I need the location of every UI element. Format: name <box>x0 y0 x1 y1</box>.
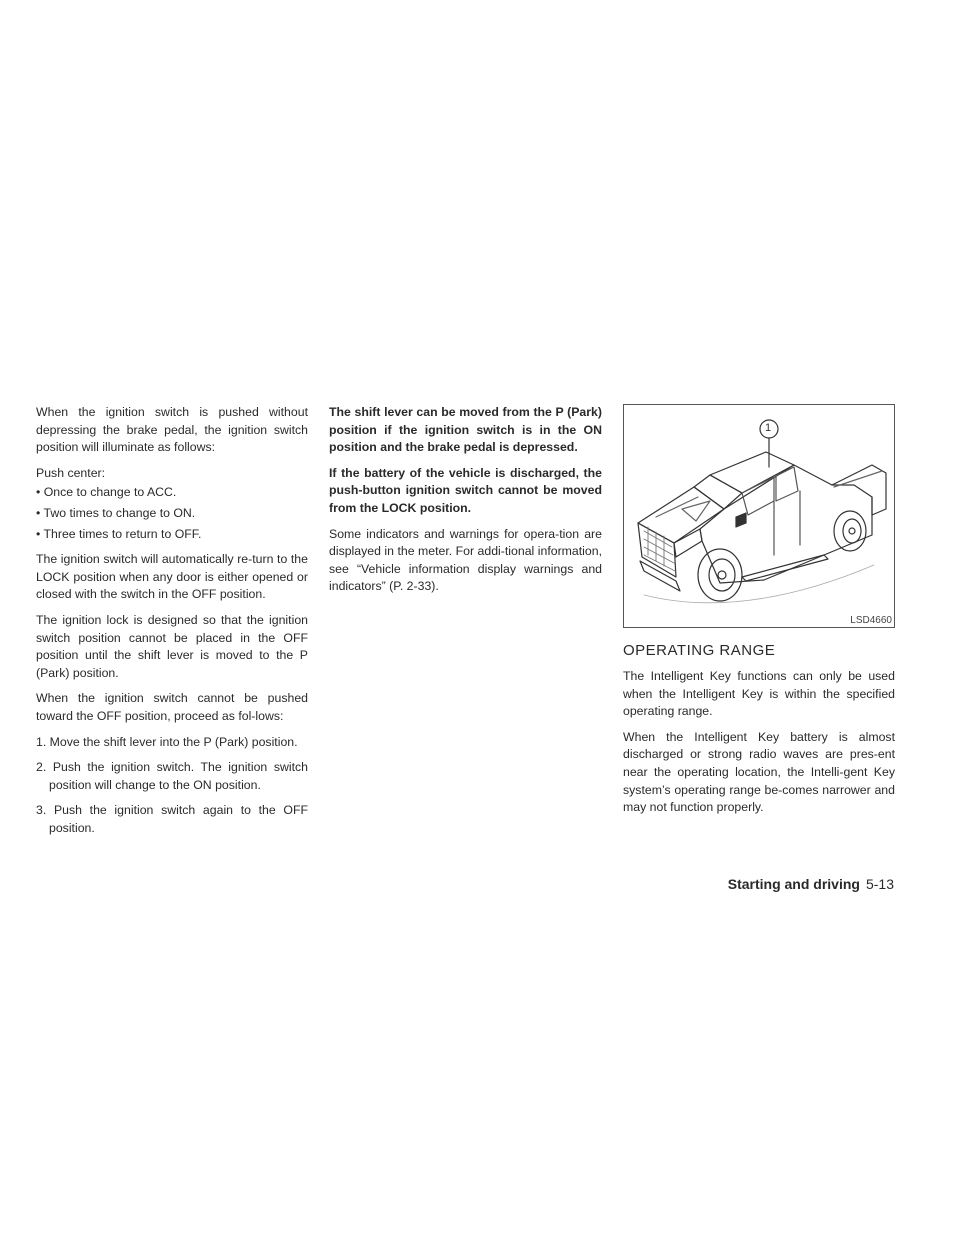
page-number: 5-13 <box>865 876 894 892</box>
push-center-list <box>36 484 308 543</box>
shift-lever-warning: The shift lever can be moved from the P (Park) position if the ignition switch is in the ON position and the brake pedal is depressed. <box>329 405 602 455</box>
pickup-truck-illustration <box>624 405 894 627</box>
indicators-paragraph: Some indicators and warnings for opera-tion are displayed in the meter. For addi-tional information, see “Vehicle information display warnings and indicators” (P. 2-33). <box>329 526 602 594</box>
figure-code: LSD4660 <box>850 615 892 626</box>
list-item: • Two times to change to ON. <box>36 505 196 520</box>
range-paragraph-1: The Intelligent Key functions can only be used when the Intelligent Key is within the specified operating range. <box>623 669 895 719</box>
range-paragraph-2: When the Intelligent Key battery is almost discharged or strong radio waves are pres-ent near the operating location, the Intelli-gent Key system’s operating range be-comes narrower and may not function properly. <box>623 729 895 815</box>
list-item: • Three times to return to OFF. <box>36 526 202 541</box>
list-item: • Once to change to ACC. <box>36 485 177 500</box>
lock-design-paragraph: The ignition lock is designed so that the ignition switch position cannot be placed in the OFF position until the shift lever is moved to the P (Park) position. <box>36 612 308 680</box>
auto-lock-paragraph: The ignition switch will automatically re-turn to the LOCK position when any door is either opened or closed with the switch in the OFF position. <box>36 552 308 602</box>
cannot-push-paragraph: When the ignition switch cannot be pushed toward the OFF position, proceed as fol-lows: <box>36 691 308 723</box>
left-column <box>36 404 308 845</box>
push-center-label: Push center: <box>36 465 106 480</box>
section-heading: OPERATING RANGE <box>623 642 776 659</box>
step-item: 1. Move the shift lever into the P (Park) position. <box>36 734 298 749</box>
intro-paragraph: When the ignition switch is pushed without depressing the brake pedal, the ignition switch position will illuminate as follows: <box>36 405 308 455</box>
right-column <box>623 404 895 825</box>
truck-figure <box>623 404 895 628</box>
page-footer <box>728 875 894 893</box>
step-item: 2. Push the ignition switch. The ignition switch position will change to the ON position. <box>36 760 308 792</box>
step-item: 3. Push the ignition switch again to the OFF position. <box>36 803 308 835</box>
battery-warning: If the battery of the vehicle is discharged, the push-button ignition switch cannot be moved from the LOCK position. <box>329 465 602 515</box>
callout-label: 1 <box>765 422 772 434</box>
chapter-title: Starting and driving <box>727 876 860 892</box>
steps-list <box>36 734 308 838</box>
middle-column <box>329 404 602 604</box>
